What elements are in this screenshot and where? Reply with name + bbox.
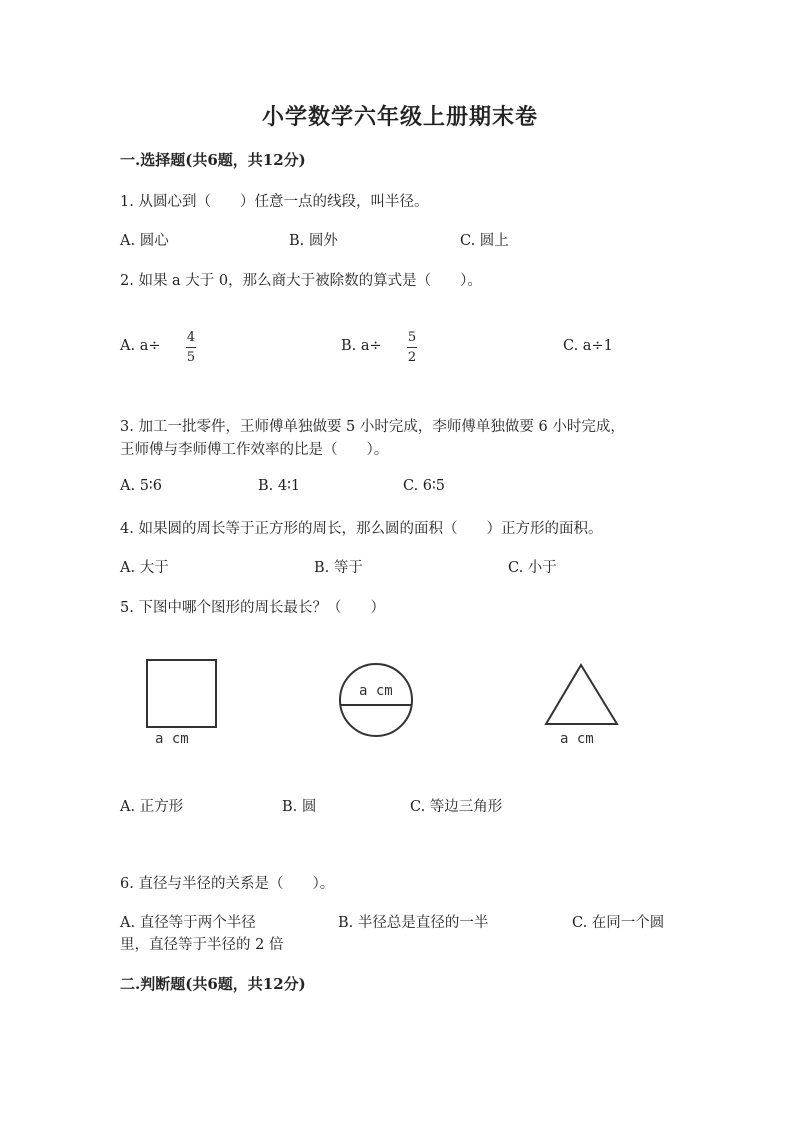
page-title: 小学数学六年级上册期末卷	[261, 104, 538, 130]
question-3-option-c: C. 6∶5	[403, 478, 446, 494]
question-4-stem: 4. 如果圆的周长等于正方形的周长，那么圆的面积（ ）正方形的面积。	[120, 521, 603, 537]
circle-diameter-label: a cm	[359, 683, 393, 699]
triangle-side-label: a cm	[560, 731, 594, 747]
question-6-option-c-continued: 里，直径等于半径的 2 倍	[120, 937, 284, 953]
fraction-bar	[186, 347, 196, 348]
fraction-denominator: 2	[407, 350, 417, 365]
question-5-option-b: B. 圆	[282, 799, 317, 815]
question-1-option-c: C. 圆上	[460, 233, 509, 249]
question-6-option-c: C. 在同一个圆	[572, 915, 665, 931]
fraction-denominator: 5	[186, 350, 196, 365]
question-2-option-a-fraction	[186, 331, 196, 364]
question-2-option-a: A. a÷	[120, 338, 161, 354]
section-heading-judgement: 二.判断题(共6题，共12分)	[120, 975, 306, 993]
fraction-numerator: 5	[407, 330, 417, 345]
question-4-option-c: C. 小于	[508, 560, 557, 576]
question-3-option-b: B. 4∶1	[258, 478, 301, 494]
question-3-stem-line-2: 王师傅与李师傅工作效率的比是（ ）。	[120, 442, 389, 458]
question-2-stem: 2. 如果 a 大于 0，那么商大于被除数的算式是（ ）。	[120, 273, 482, 289]
fraction-bar	[407, 347, 417, 348]
question-2-option-b-fraction	[407, 331, 417, 364]
question-5-option-c: C. 等边三角形	[410, 799, 503, 815]
square-side-label: a cm	[155, 731, 189, 747]
question-2-option-b: B. a÷	[341, 338, 382, 354]
fraction-numerator: 4	[186, 330, 196, 345]
square-figure	[140, 655, 230, 735]
equilateral-triangle-figure	[540, 660, 626, 730]
question-1-option-b: B. 圆外	[289, 233, 338, 249]
question-6-stem: 6. 直径与半径的关系是（ ）。	[120, 876, 335, 892]
section-heading-choice: 一.选择题(共6题，共12分)	[120, 151, 306, 169]
question-4-option-b: B. 等于	[314, 560, 363, 576]
question-3-option-a: A. 5∶6	[120, 478, 162, 494]
question-1-option-a: A. 圆心	[120, 233, 169, 249]
question-4-option-a: A. 大于	[120, 560, 169, 576]
question-1-stem: 1. 从圆心到（ ）任意一点的线段，叫半径。	[120, 194, 429, 210]
question-6-option-b: B. 半径总是直径的一半	[338, 915, 489, 931]
question-3-stem-line-1: 3. 加工一批零件，王师傅单独做要 5 小时完成，李师傅单独做要 6 小时完成，	[120, 419, 625, 435]
question-2-option-c: C. a÷1	[563, 338, 613, 354]
question-5-stem: 5. 下图中哪个图形的周长最长？（ ）	[120, 600, 385, 616]
circle-figure	[336, 652, 420, 746]
question-5-option-a: A. 正方形	[120, 799, 184, 815]
question-6-option-a: A. 直径等于两个半径	[120, 915, 256, 931]
